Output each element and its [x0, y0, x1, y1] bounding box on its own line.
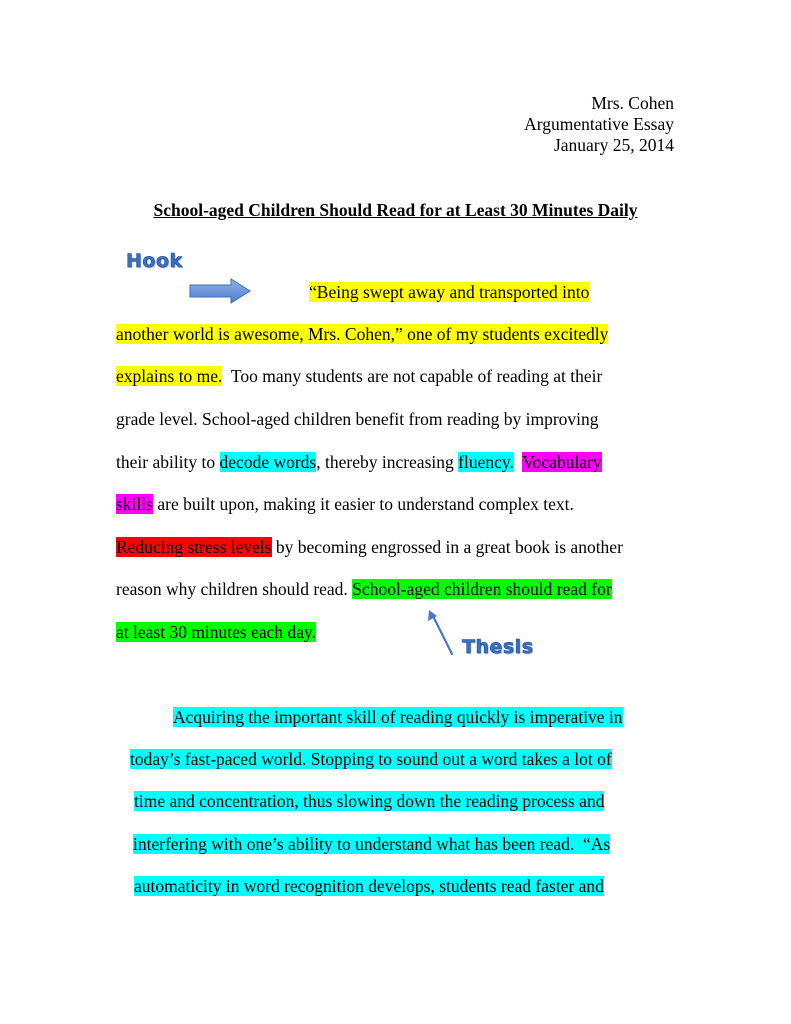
hook-text-1: “Being swept away and transported into [309, 282, 590, 302]
vocabulary-highlight-1: Vocabulary [522, 452, 602, 472]
body-text-5: automaticity in word recognition develops, students read faster and [134, 876, 604, 896]
intro-text-4: grade level. School-aged children benefit from reading by improving [116, 409, 599, 429]
body-line-4 [133, 833, 610, 855]
body-text-3: time and concentration, thus slowing down the reading process and [134, 791, 605, 811]
decode-words-highlight: decode words [219, 452, 317, 472]
body-line-1 [173, 706, 623, 728]
intro-line-9 [116, 621, 316, 643]
intro-line-5 [116, 451, 602, 473]
assignment-type: Argumentative Essay [524, 114, 674, 134]
intro-line-2 [116, 323, 608, 345]
hook-arrow-icon [189, 278, 251, 304]
hook-text-3: explains to me. [116, 366, 223, 386]
essay-title: School-aged Children Should Read for at Least 30 Minutes Daily [153, 200, 638, 220]
body-line-3 [134, 790, 604, 812]
body-line-2 [130, 748, 612, 770]
intro-line-3 [116, 365, 602, 387]
body-text-1: Acquiring the important skill of reading quickly is imperative in [173, 707, 623, 727]
intro-text-5a: their ability to [116, 452, 220, 472]
header-block [524, 93, 674, 156]
stress-levels-highlight: Reducing stress levels [116, 537, 272, 557]
essay-date: January 25, 2014 [553, 135, 674, 155]
body-text-2: today’s fast-paced world. Stopping to sound out a word takes a lot of [130, 749, 612, 769]
fluency-highlight: fluency. [458, 452, 514, 472]
vocabulary-highlight-2: skills [116, 494, 153, 514]
intro-text-8a: reason why children should read. [116, 579, 353, 599]
intro-text-7b: by becoming engrossed in a great book is another [271, 537, 623, 557]
intro-line-7 [116, 536, 623, 558]
intro-text-5c: , thereby increasing [316, 452, 459, 472]
thesis-highlight-2: at least 30 minutes each day. [116, 622, 317, 642]
intro-line-6 [116, 493, 574, 515]
thesis-highlight-1: School-aged children should read for [352, 579, 612, 599]
intro-line-8 [116, 578, 612, 600]
hook-annotation-label: Hook [126, 250, 183, 272]
intro-text-3: Too many students are not capable of reading at their [222, 366, 603, 386]
intro-line-1 [309, 281, 589, 303]
intro-line-4 [116, 408, 599, 430]
intro-text-6b: are built upon, making it easier to understand complex text. [152, 494, 574, 514]
body-line-5 [134, 875, 604, 897]
thesis-annotation-label: Thesis [462, 636, 534, 658]
thesis-arrow-icon [424, 608, 458, 658]
teacher-name: Mrs. Cohen [591, 93, 674, 113]
hook-text-2: another world is awesome, Mrs. Cohen,” one of my students excitedly [116, 324, 609, 344]
body-text-4: interfering with one’s ability to understand what has been read. “As [133, 834, 611, 854]
